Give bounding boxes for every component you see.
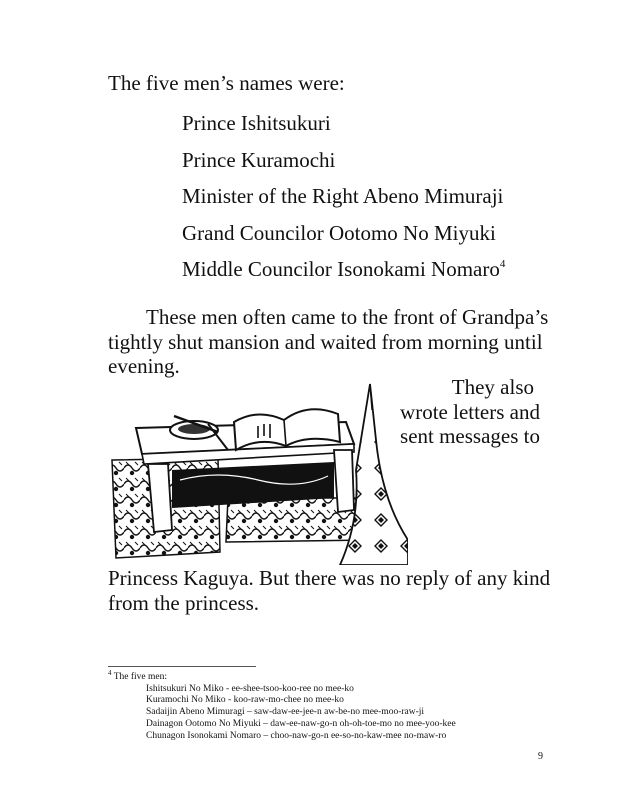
footnote-divider — [108, 666, 256, 667]
footnote-line: Chunagon Isonokami Nomaro – choo-naw-go-n ee-so-no-kaw-mee no-maw-ro — [146, 730, 447, 741]
intro-line: The five men’s names were: — [108, 71, 345, 95]
paragraph-1 — [108, 305, 548, 379]
names-list — [182, 110, 505, 293]
side-text — [400, 375, 540, 449]
side-line: wrote letters and — [400, 399, 540, 424]
side-line: They also — [451, 375, 534, 399]
page-number: 9 — [538, 751, 543, 762]
footnote-reference[interactable]: 4 — [499, 258, 506, 270]
footnote — [108, 669, 456, 742]
paragraph-2 — [108, 566, 550, 616]
footnote-line: Ishitsukuri No Miko - ee-shee-tsoo-koo-ree no mee-ko — [146, 683, 354, 694]
footnote-line: Kuramochi No Miko - koo-raw-mo-chee no mee-ko — [146, 695, 344, 706]
footnote-marker: 4 — [108, 669, 112, 677]
writing-desk-illustration — [108, 380, 408, 565]
name-item: Prince Ishitsukuri — [182, 111, 331, 135]
side-line: sent messages to — [400, 424, 540, 448]
name-item: Middle Councilor Isonokami Nomaro$^4$ — [182, 257, 506, 281]
footnote-heading: $^4$ The five men: — [108, 669, 168, 682]
footnote-line: Dainagon Ootomo No Miyuki – daw-ee-naw-go-n oh-oh-toe-mo no mee-yoo-kee — [146, 718, 456, 729]
paragraph-line: evening. — [108, 354, 180, 378]
name-item: Grand Councilor Ootomo No Miyuki — [182, 220, 496, 245]
paragraph-line: Princess Kaguya. But there was no reply of any kind — [108, 566, 551, 590]
paragraph-line: These men often came to the front of Grandpa’s — [146, 305, 549, 329]
footnote-list — [108, 684, 456, 743]
name-item: Prince Kuramochi — [182, 147, 336, 172]
name-item: Minister of the Right Abeno Mimuraji — [182, 184, 504, 208]
paragraph-line: tightly shut mansion and waited from morning until — [108, 329, 543, 354]
footnote-line: Sadaijin Abeno Mimuragi – saw-daw-ee-jee-n aw-be-no mee-moo-raw-ji — [146, 707, 425, 718]
paragraph-line: from the princess. — [108, 591, 260, 615]
